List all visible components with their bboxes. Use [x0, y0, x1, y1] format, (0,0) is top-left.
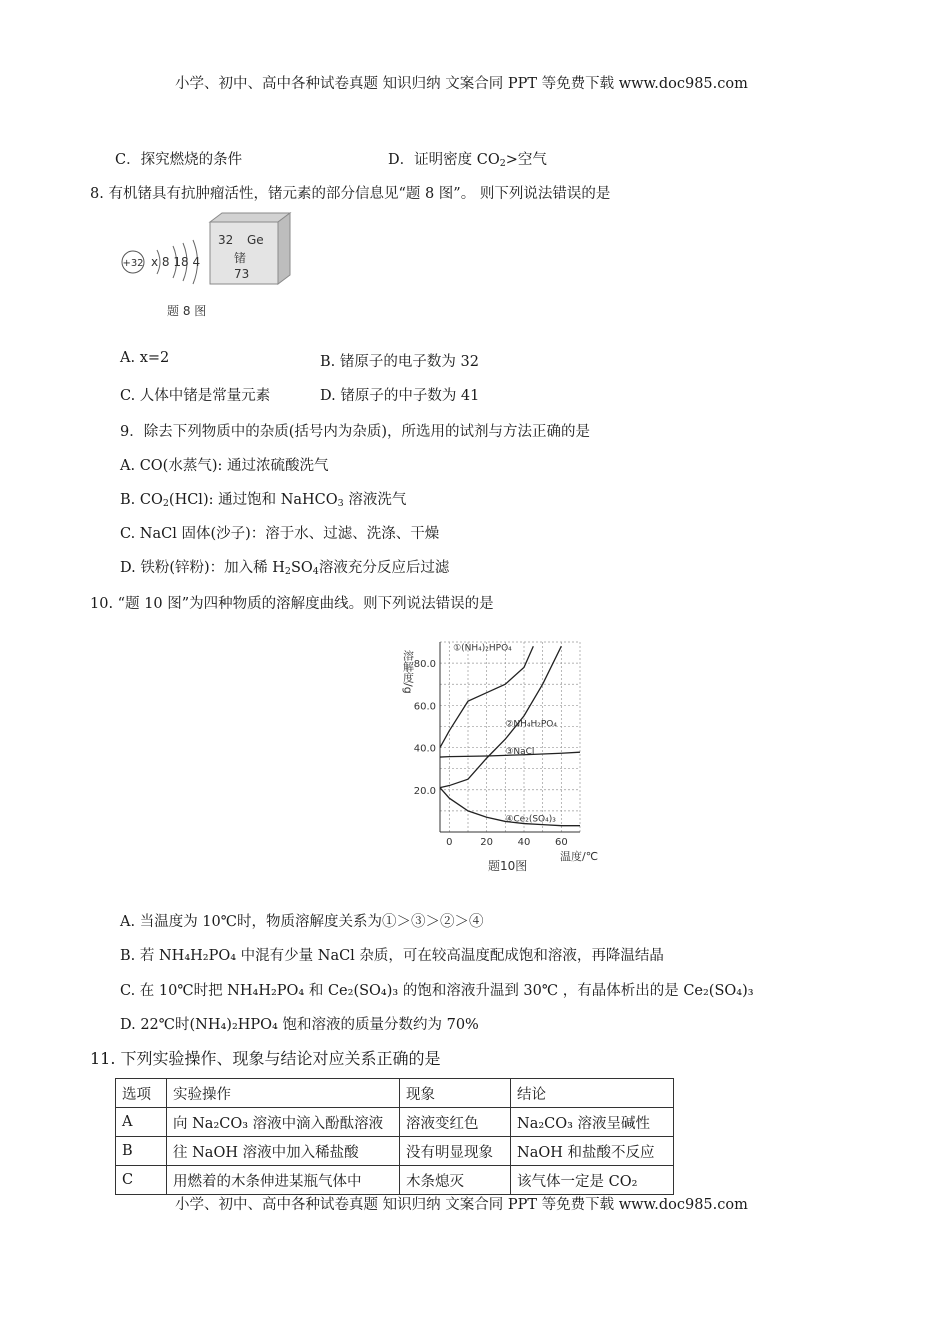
q8-option-a: A. x=2 — [120, 350, 170, 366]
table-row — [116, 1108, 674, 1137]
figure-8-caption: 题 8 图 — [167, 304, 207, 318]
q10-option-d: D. 22℃时(NH₄)₂HPO₄ 饱和溶液的质量分数约为 70% — [120, 1017, 479, 1033]
q8-option-c: C. 人体中锗是常量元素 — [120, 388, 271, 404]
element-name: 锗 — [234, 251, 247, 265]
table-cell: Na₂CO₃ 溶液呈碱性 — [511, 1108, 674, 1137]
series-label: ①(NH₄)₂HPO₄ — [453, 643, 512, 654]
y-tick-label: 20.0 — [413, 785, 436, 797]
series-label: ②NH₄H₂PO₄ — [505, 719, 558, 730]
page-header: 小学、初中、高中各种试卷真题 知识归纳 文案合同 PPT 等免费下载 www.doc985.com — [175, 76, 748, 92]
germanium-figure — [115, 210, 305, 325]
element-symbol: Ge — [247, 233, 264, 247]
table-row — [116, 1166, 674, 1195]
y-tick-label: 60.0 — [413, 701, 436, 713]
q9-option-a: A. CO(水蒸气): 通过浓硫酸洗气 — [120, 458, 329, 474]
solubility-chart — [380, 632, 605, 877]
table-cell: C — [116, 1166, 167, 1195]
chart-title: 题10图 — [488, 859, 528, 873]
table-cell: 木条熄灭 — [400, 1166, 511, 1195]
header-cell: 结论 — [511, 1079, 674, 1108]
table-cell: 溶液变红色 — [400, 1108, 511, 1137]
q9-option-b: B. $CO_2(HCl)$: 通过饱和 NaHCO$_3$ 溶液洗气 — [120, 492, 407, 509]
atomic-number: 32 — [218, 233, 234, 247]
table-cell: 没有明显现象 — [400, 1137, 511, 1166]
y-tick-label: 80.0 — [413, 659, 436, 671]
header-cell: 现象 — [400, 1079, 511, 1108]
q10-option-a: A. 当温度为 10℃时，物质溶解度关系为①＞③＞②＞④ — [120, 914, 484, 930]
table-cell: B — [116, 1137, 167, 1166]
q10-stem: 10. “题 10 图”为四种物质的溶解度曲线。则下列说法错误的是 — [90, 596, 494, 612]
atomic-mass: 73 — [234, 267, 250, 281]
electron-shells-label: x 8 18 4 — [151, 255, 201, 269]
q7-option-d: D．证明密度 $CO_2>$空气 — [388, 152, 547, 169]
q7-option-c: C．探究燃烧的条件 — [115, 152, 243, 168]
q10-option-c: C. 在 10℃时把 NH₄H₂PO₄ 和 Ce₂(SO₄)₃ 的饱和溶液升温到 30℃ ，有晶体析出的是 Ce₂(SO₄)₃ — [120, 983, 754, 999]
x-tick-label: 20 — [480, 837, 494, 848]
table-cell: A — [116, 1108, 167, 1137]
q8-option-d: D. 锗原子的中子数为 41 — [320, 388, 480, 404]
series-label: ④Ce₂(SO₄)₃ — [505, 814, 556, 825]
atom-nucleus-label: +32 — [122, 258, 144, 269]
q10-option-b: B. 若 NH₄H₂PO₄ 中混有少量 NaCl 杂质，可在较高温度配成饱和溶液，再降温结晶 — [120, 948, 664, 964]
series-line — [440, 646, 533, 747]
y-axis-label: 溶解度/g — [401, 650, 415, 694]
table-cell: 用燃着的木条伸进某瓶气体中 — [167, 1166, 400, 1195]
q11-stem: 11. 下列实验操作、现象与结论对应关系正确的是 — [90, 1049, 441, 1068]
q9-option-d: D. 铁粉(锌粉)：加入稀 $H_2SO_4$溶液充分反应后过滤 — [120, 560, 450, 577]
header-cell: 实验操作 — [167, 1079, 400, 1108]
series-label: ③NaCl — [505, 746, 535, 757]
table-row — [116, 1137, 674, 1166]
x-tick-label: 40 — [517, 837, 531, 848]
table-header-row — [116, 1079, 674, 1108]
q8-option-b: B. 锗原子的电子数为 32 — [320, 354, 479, 370]
x-tick-label: 60 — [554, 837, 568, 848]
page-footer: 小学、初中、高中各种试卷真题 知识归纳 文案合同 PPT 等免费下载 www.doc985.com — [175, 1197, 748, 1213]
header-cell: 选项 — [116, 1079, 167, 1108]
x-tick-label: 0 — [446, 837, 453, 848]
table-cell: 向 Na₂CO₃ 溶液中滴入酚酞溶液 — [167, 1108, 400, 1137]
q9-stem: 9．除去下列物质中的杂质(括号内为杂质)，所选用的试剂与方法正确的是 — [120, 424, 591, 440]
q8-stem: 8. 有机锗具有抗肿瘤活性，锗元素的部分信息见“题 8 图”。 则下列说法错误的是 — [90, 186, 611, 202]
table-cell: 该气体一定是 CO₂ — [511, 1166, 674, 1195]
q11-table — [115, 1078, 674, 1195]
table-cell: NaOH 和盐酸不反应 — [511, 1137, 674, 1166]
q9-option-c: C. NaCl 固体(沙子)：溶于水、过滤、洗涤、干燥 — [120, 526, 440, 542]
x-axis-label: 温度/℃ — [560, 850, 599, 863]
table-cell: 往 NaOH 溶液中加入稀盐酸 — [167, 1137, 400, 1166]
y-tick-label: 40.0 — [413, 743, 436, 755]
